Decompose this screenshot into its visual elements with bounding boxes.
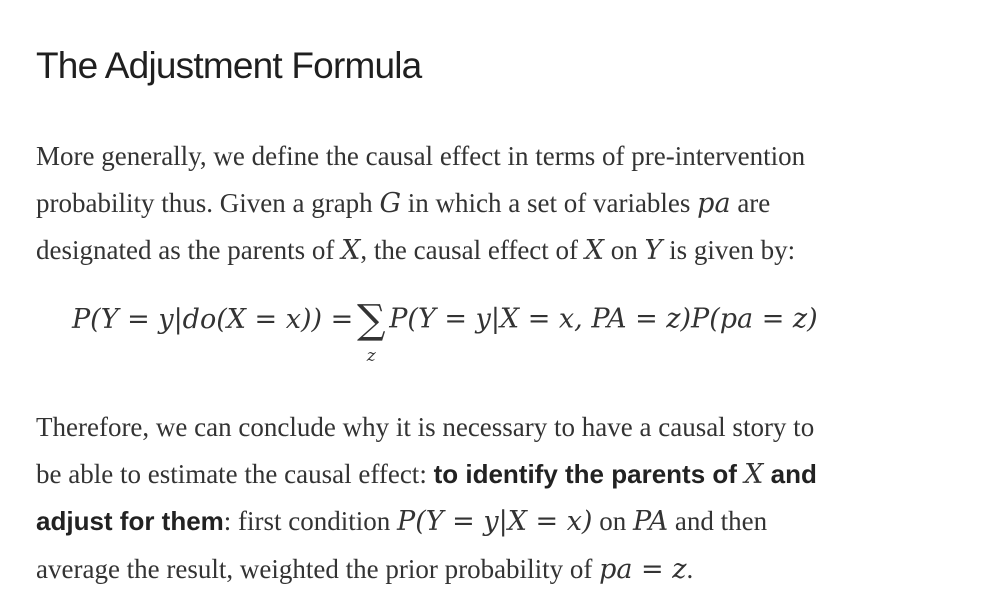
math-symbol: Y bbox=[644, 235, 663, 266]
text-line bbox=[36, 498, 986, 546]
summation-symbol: ∑ bbox=[356, 297, 386, 343]
text: on bbox=[592, 506, 633, 536]
text: and then bbox=[668, 506, 768, 536]
text: be able to estimate the causal effect: bbox=[36, 458, 434, 489]
text-line bbox=[36, 227, 986, 275]
math-symbol: X bbox=[341, 235, 361, 266]
formula-lhs: P(Y = y|do(X = x)) = bbox=[72, 303, 354, 335]
text-line bbox=[36, 404, 986, 451]
formula-rhs: P(Y = y|X = x, PA = z)P(pa = z) bbox=[389, 303, 818, 335]
paragraph-definition bbox=[36, 133, 986, 275]
text-line bbox=[36, 180, 986, 228]
math-symbol: G bbox=[379, 187, 402, 219]
text-line bbox=[36, 546, 986, 594]
adjustment-formula bbox=[36, 297, 976, 366]
math-symbol: pa bbox=[697, 187, 731, 219]
text: on bbox=[604, 235, 645, 265]
text: in which a set of variables bbox=[401, 187, 698, 218]
text: . bbox=[686, 553, 694, 584]
math-symbol: X bbox=[584, 235, 605, 266]
math-expression: P(Y = y|X = x) bbox=[397, 506, 593, 537]
math-symbol: X bbox=[744, 458, 764, 490]
section-heading: The Adjustment Formula bbox=[36, 45, 422, 86]
text: average the result, weighted the prior probability of bbox=[36, 553, 600, 584]
paragraph-conclusion bbox=[36, 404, 986, 593]
math-expression: pa = z bbox=[599, 553, 687, 585]
summation bbox=[353, 297, 389, 366]
text: : first condition bbox=[223, 506, 398, 536]
bold-text: and bbox=[763, 458, 817, 489]
text-line bbox=[36, 451, 986, 499]
math-symbol: PA bbox=[632, 506, 669, 537]
bold-text: to identify the parents of bbox=[433, 458, 745, 489]
text: is given by: bbox=[662, 235, 796, 265]
summation-index: z bbox=[366, 346, 376, 366]
text: Therefore, we can conclude why it is necessary to have a causal story to bbox=[36, 412, 815, 442]
text: probability thus. Given a graph bbox=[36, 187, 380, 218]
text: More generally, we define the causal effect in terms of pre-intervention bbox=[36, 141, 806, 171]
text: , the causal effect of bbox=[360, 235, 585, 265]
text: designated as the parents of bbox=[36, 235, 342, 265]
text-line bbox=[36, 133, 986, 180]
text: are bbox=[730, 187, 771, 218]
bold-text: adjust for them bbox=[36, 506, 224, 536]
